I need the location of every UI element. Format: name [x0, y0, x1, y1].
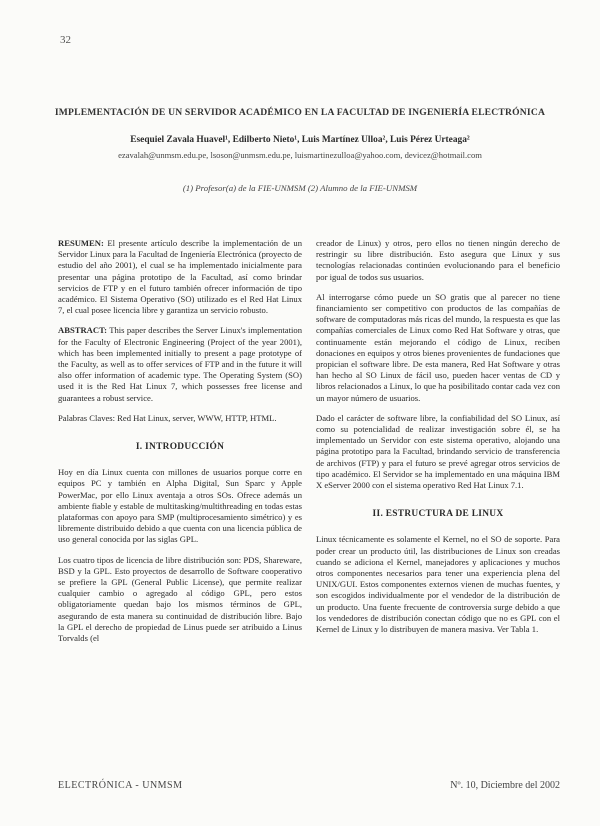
intro-paragraph: Hoy en día Linux cuenta con millones de usuarios porque corre en equipos PC y también en Alpha Digital, Sun Sparc y Apple PowerMac, por ello Linux aventaja a otros SOs. Ofrece además un ambiente fiable y estable de multitasking/multithreading en todas estas plataformas con apoyo para SMP (multiprocesamiento simétrico) y es libremente distribuido debido a que cuenta con una licencia pública de uso general conocida por las siglas GPL.	[58, 467, 302, 545]
right-column	[316, 238, 560, 644]
body-paragraph: Dado el carácter de software libre, la confiabilidad del SO Linux, así como su potencialidad de realizar investigación sobre él, se ha implementado un Servidor con este sistema operativo, alojando una página prototipo para la Facultad, brindando servicio de transferencia de archivos (FTP) y para el futuro se prevé agregar otros servicios de tipo académico. El Servidor se ha implementado en una máquina IBM X eServer 2000 con el sistema operativo Red Hat Linux 7.1.	[316, 412, 560, 491]
affiliation: (1) Profesor(a) de la FIE-UNMSM (2) Alumno de la FIE-UNMSM	[182, 183, 418, 193]
section-heading-introduction: I. INTRODUCCIÓN	[135, 442, 225, 453]
abstract-paragraph	[58, 325, 302, 403]
page-number: 32	[60, 34, 71, 46]
authors: Esequiel Zavala Huavel¹, Edilberto Nieto¹, Luis Martínez Ulloa², Luis Pérez Urteaga²	[130, 135, 470, 145]
structure-paragraph: Linux técnicamente es solamente el Kernel, no el SO de soporte. Para poder crear un producto útil, las distribuciones de Linux son creadas cuando se adiciona el Kernel, manejadores y aplicaciones y muchos otros componentes necesarios para tener una experiencia plena del UNIX/GUI. Estos componentes externos vienen de muchas fuentes, y son escogidos individualmente por el vendedor de la distribución de un producto. Una fuente frecuente de controversia surge debido a que los vendedores de distribución conectan código que no es GPL con el Kernel de Linux y lo distribuyen de manera masiva. Ver Tabla 1.	[316, 534, 560, 635]
intro-paragraph: Los cuatro tipos de licencia de libre distribución son: PDS, Shareware, BSD y la GPL. Esto proyectos de desarrollo de Software cooperativo se prefiere la GPL (General Public License), que permite realizar cualquier cambio o agregado al código GPL, pero estos obligatoriamente quedan bajo los mismos términos de GPL, asegurando de esta manera su continuidad de distribución libre. Bajo la GPL el derecho de propiedad de Linus puede ser atribuido a Linus Torvalds (el	[58, 554, 302, 644]
resumen-label: RESUMEN:	[58, 238, 104, 248]
keywords: Palabras Claves: Red Hat Linux, server, WWW, HTTP, HTML.	[58, 412, 277, 423]
abstract-label: ABSTRACT:	[58, 325, 108, 336]
body-paragraph: Al interrogarse cómo puede un SO gratis que al parecer no tiene financiamiento ser competitivo con productos de las compañías de software de computadoras más ricas del mundo, la respuesta es que las compañías comerciales de Linux como Red Hat Software y otras, que continuamente están mejorando el código de Linux, reciben donaciones en equipos y otros bienes provenientes de fundaciones que propician el software libre. De esta manera, Red Hat Software y otras han hecho al SO Linux de fácil uso, pueden hacer ventas de CD y libros relacionados a Linux, lo que ha posibilitado contar cada vez con un mayor número de usuarios.	[316, 291, 560, 403]
resumen-paragraph	[58, 238, 302, 316]
footer-issue: Nº. 10, Diciembre del 2002	[450, 780, 560, 791]
paper-title: IMPLEMENTACIÓN DE UN SERVIDOR ACADÉMICO EN LA FACULTAD DE INGENIERÍA ELECTRÓNICA	[54, 107, 546, 118]
abstract-text: This paper describes the Server Linux's implementation for the Faculty of Electronic Engineering (Project of the year 2001), which has been implemented initially to present a page prototype of the Faculty, as well as to offer services of FTP and in the future it will also offer information of academic type. The Operating System (SO) used it is the Red Hat Linux 7, which possesses free license and guarantees a robust service.	[58, 325, 302, 403]
footer-journal: ELECTRÓNICA - UNMSM	[58, 780, 183, 791]
section-heading-structure: II. ESTRUCTURA DE LINUX	[372, 509, 504, 520]
author-emails: ezavalah@unmsm.edu.pe, lsoson@unmsm.edu.pe, luismartinezulloa@yahoo.com, devicez@hotmail.com	[118, 150, 482, 160]
body-paragraph: creador de Linux) y otros, pero ellos no tienen ningún derecho de restringir su libre distribución. Esto asegura que Linux y sus tecnologías relacionadas continúen evolucionando para el beneficio por igual de todos sus usuarios.	[316, 238, 560, 282]
resumen-text: El presente artículo describe la implementación de un Servidor Linux para la Facultad de Ingeniería Electrónica (proyecto de estudio del año 2001), el cual se ha implementado inicialmente para presentar una página prototipo de la Facultad, así como brindar servicios de FTP y en el futuro también ofrecer información de tipo académico. El Sistema Operativo (SO) utilizado es el Red Hat Linux 7, el cual posee licencia libre y garantiza un servicio robusto.	[58, 238, 302, 316]
left-column	[58, 238, 302, 653]
